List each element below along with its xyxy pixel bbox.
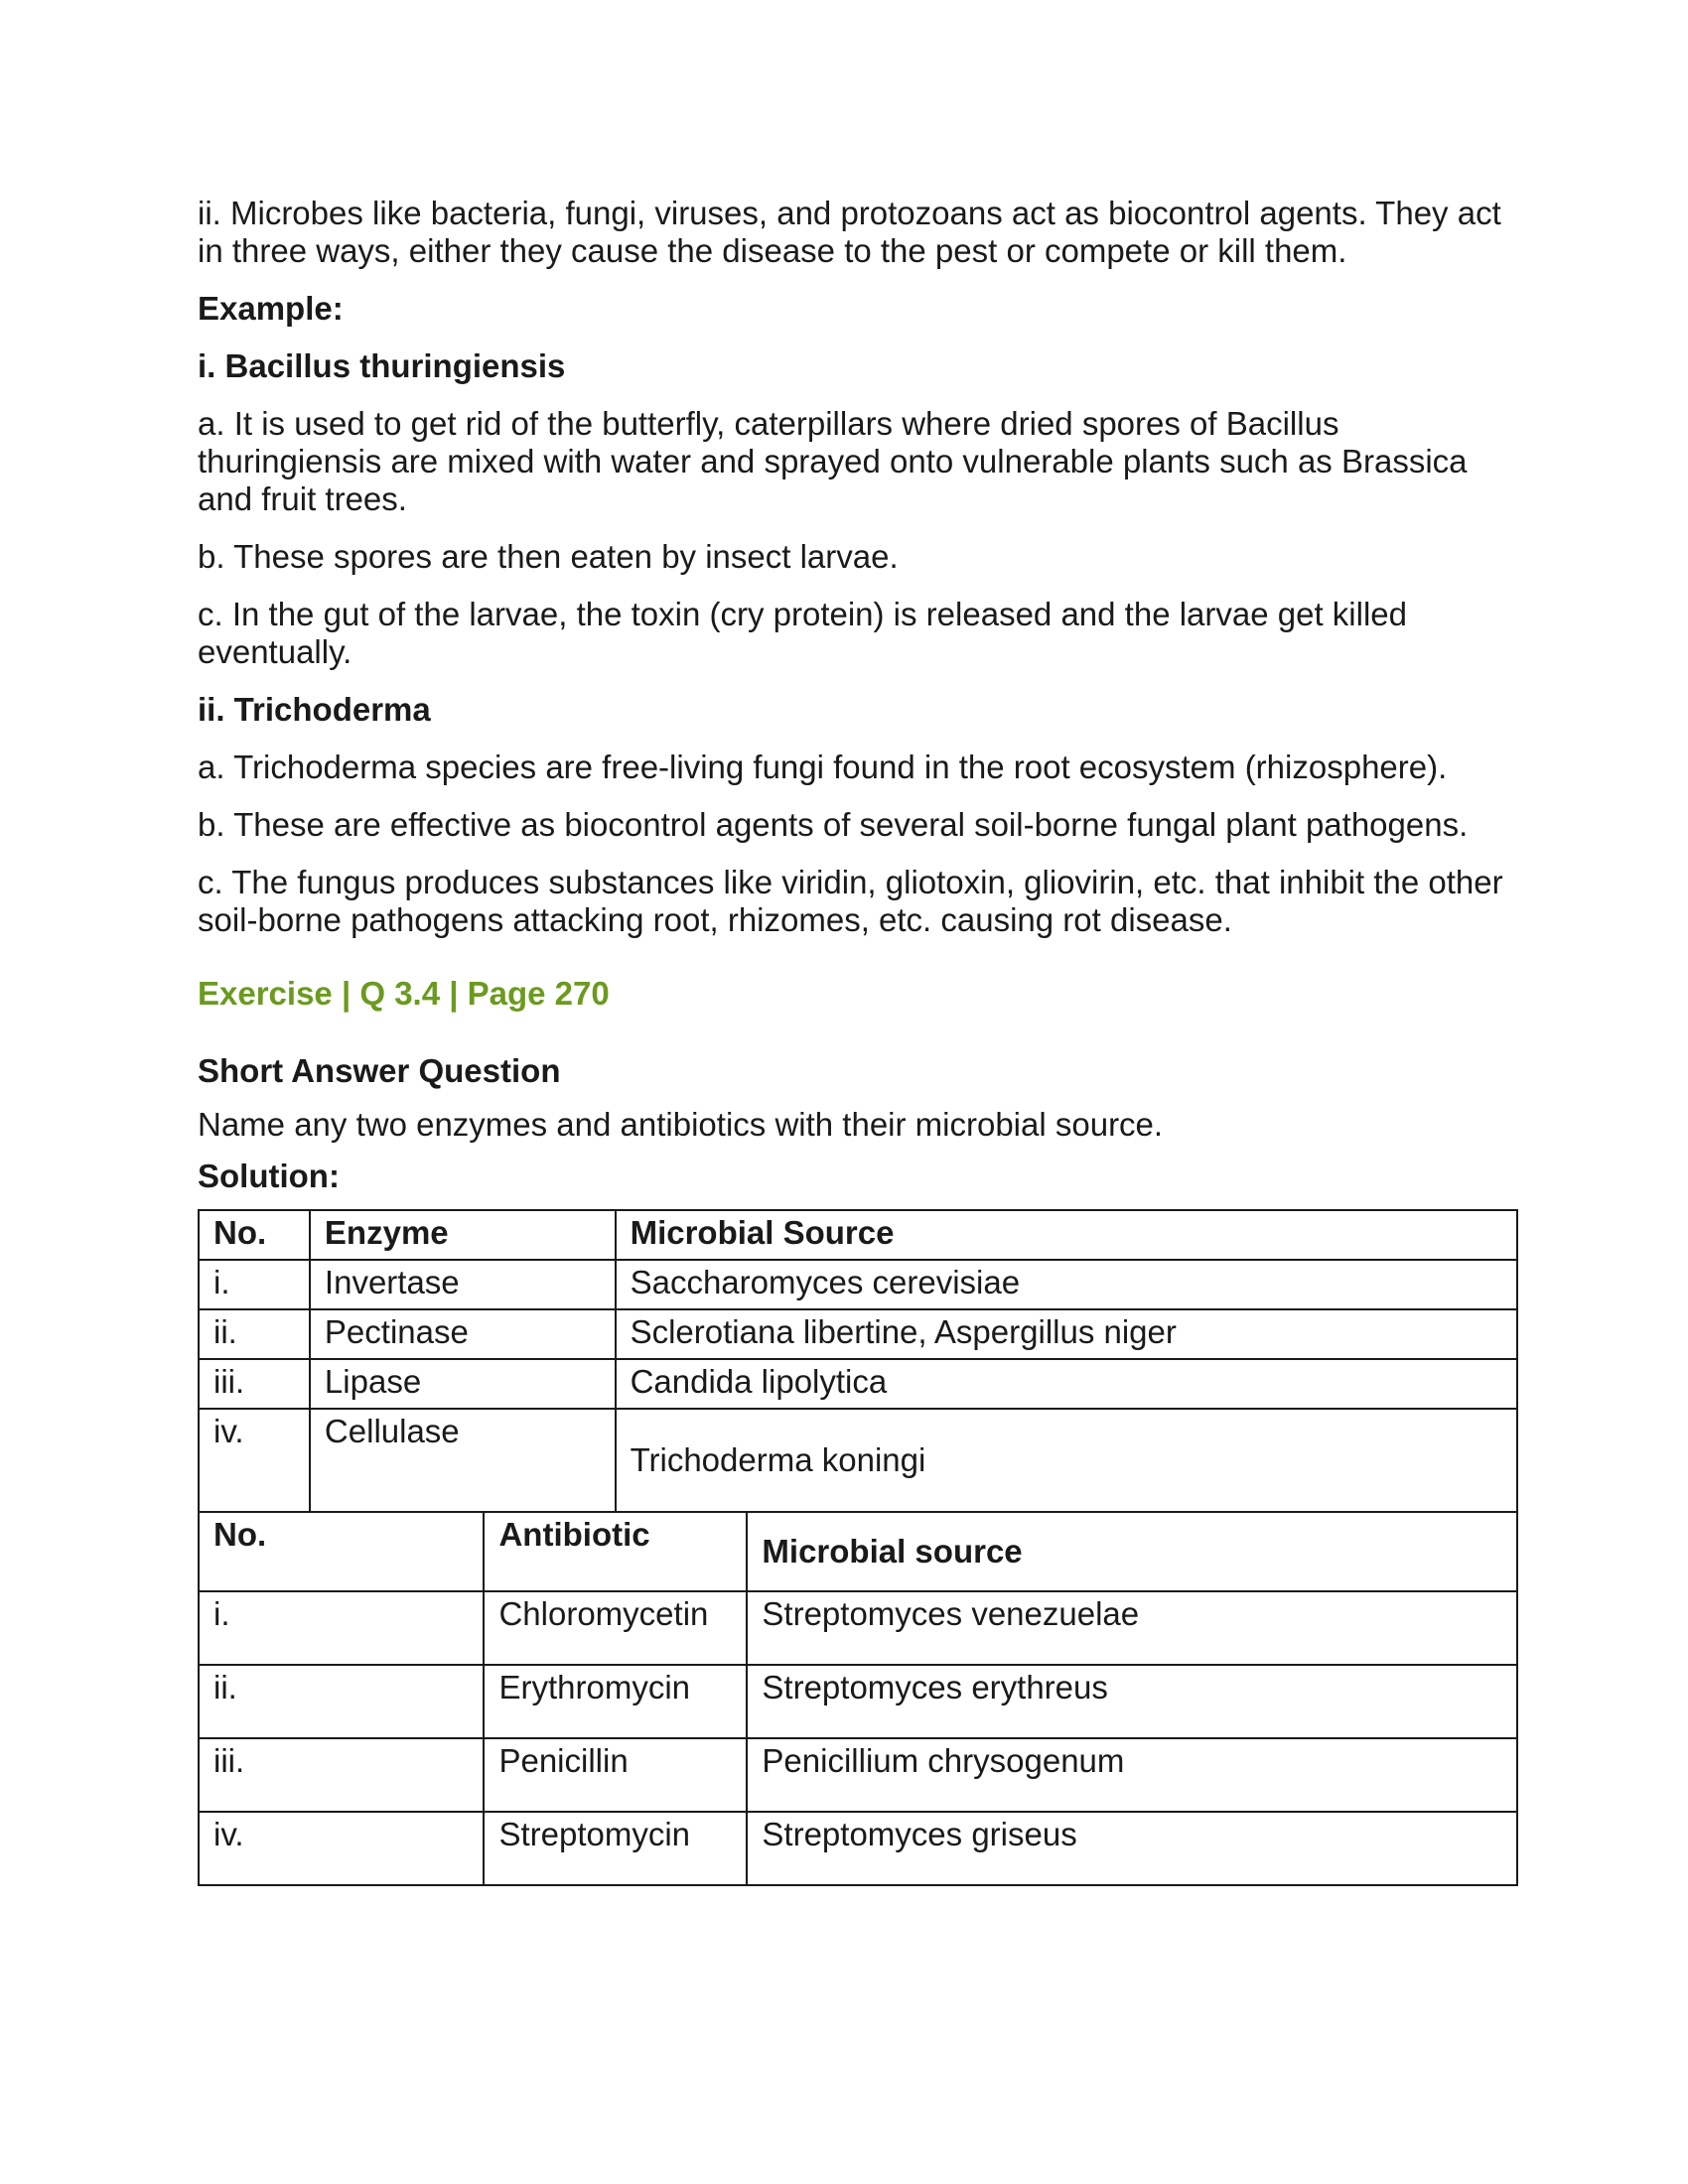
- antibiotic-row-source: Penicillium chrysogenum: [747, 1738, 1517, 1812]
- bacillus-heading: i. Bacillus thuringiensis: [198, 347, 566, 384]
- enzyme-row-source: Sclerotiana libertine, Aspergillus niger: [616, 1309, 1517, 1359]
- enzyme-table: [198, 1209, 1518, 1513]
- enzyme-header-enzyme: Enzyme: [310, 1210, 616, 1260]
- antibiotic-row-name: Chloromycetin: [484, 1591, 747, 1665]
- trichoderma-point-c: c. The fungus produces substances like viridin, gliotoxin, gliovirin, etc. that inhibit the other soil-borne pathogens attacking root, rhizomes, etc. causing rot disease.: [198, 864, 1503, 938]
- document-page: [198, 195, 1518, 1886]
- table-row: [199, 1738, 1517, 1812]
- table-row: [199, 1359, 1517, 1409]
- enzyme-row-name: Cellulase: [310, 1409, 616, 1512]
- antibiotic-header-no: No.: [199, 1512, 484, 1591]
- bacillus-point-b: b. These spores are then eaten by insect larvae.: [198, 538, 899, 575]
- antibiotic-row-no: iv.: [199, 1812, 484, 1885]
- enzyme-row-no: iv.: [199, 1409, 310, 1512]
- enzyme-row-source: Candida lipolytica: [616, 1359, 1517, 1409]
- intro-point-ii: ii. Microbes like bacteria, fungi, viruses, and protozoans act as biocontrol agents. They act in three ways, either they cause the disease to the pest or compete or kill them.: [198, 195, 1501, 269]
- antibiotic-row-name: Erythromycin: [484, 1665, 747, 1738]
- antibiotic-row-no: i.: [199, 1591, 484, 1665]
- solution-label: Solution:: [198, 1158, 340, 1194]
- example-label: Example:: [198, 290, 344, 327]
- antibiotic-header-antibiotic: Antibiotic: [484, 1512, 747, 1591]
- antibiotic-row-source: Streptomyces venezuelae: [747, 1591, 1517, 1665]
- enzyme-table-header-row: [199, 1210, 1517, 1260]
- antibiotic-row-no: iii.: [199, 1738, 484, 1812]
- antibiotic-row-name: Penicillin: [484, 1738, 747, 1812]
- enzyme-header-source: Microbial Source: [616, 1210, 1517, 1260]
- trichoderma-point-a: a. Trichoderma species are free-living fungi found in the root ecosystem (rhizosphere).: [198, 749, 1448, 785]
- table-row: [199, 1591, 1517, 1665]
- table-row: [199, 1812, 1517, 1885]
- enzyme-row-no: i.: [199, 1260, 310, 1309]
- table-row: [199, 1260, 1517, 1309]
- enzyme-row-name: Invertase: [310, 1260, 616, 1309]
- question-type: Short Answer Question: [198, 1052, 561, 1089]
- enzyme-header-no: No.: [199, 1210, 310, 1260]
- enzyme-row-source: Saccharomyces cerevisiae: [616, 1260, 1517, 1309]
- table-row: [199, 1309, 1517, 1359]
- table-row: [199, 1409, 1517, 1512]
- question-text: Name any two enzymes and antibiotics with their microbial source.: [198, 1106, 1164, 1143]
- bacillus-point-a: a. It is used to get rid of the butterfly, caterpillars where dried spores of Bacillus thuringiensis are mixed with water and sprayed onto vulnerable plants such as Brassica and fruit trees.: [198, 405, 1468, 517]
- antibiotic-row-source: Streptomyces erythreus: [747, 1665, 1517, 1738]
- antibiotic-header-source: Microbial source: [747, 1512, 1517, 1591]
- trichoderma-heading: ii. Trichoderma: [198, 691, 431, 728]
- exercise-reference: Exercise | Q 3.4 | Page 270: [198, 975, 610, 1012]
- enzyme-row-name: Pectinase: [310, 1309, 616, 1359]
- antibiotic-table: [198, 1511, 1518, 1886]
- antibiotic-row-name: Streptomycin: [484, 1812, 747, 1885]
- enzyme-row-no: iii.: [199, 1359, 310, 1409]
- bacillus-point-c: c. In the gut of the larvae, the toxin (cry protein) is released and the larvae get killed eventually.: [198, 596, 1408, 670]
- enzyme-row-name: Lipase: [310, 1359, 616, 1409]
- enzyme-row-source: Trichoderma koningi: [616, 1409, 1517, 1512]
- trichoderma-point-b: b. These are effective as biocontrol agents of several soil-borne fungal plant pathogens.: [198, 806, 1469, 843]
- enzyme-row-no: ii.: [199, 1309, 310, 1359]
- table-row: [199, 1665, 1517, 1738]
- antibiotic-row-no: ii.: [199, 1665, 484, 1738]
- antibiotic-table-header-row: [199, 1512, 1517, 1591]
- antibiotic-row-source: Streptomyces griseus: [747, 1812, 1517, 1885]
